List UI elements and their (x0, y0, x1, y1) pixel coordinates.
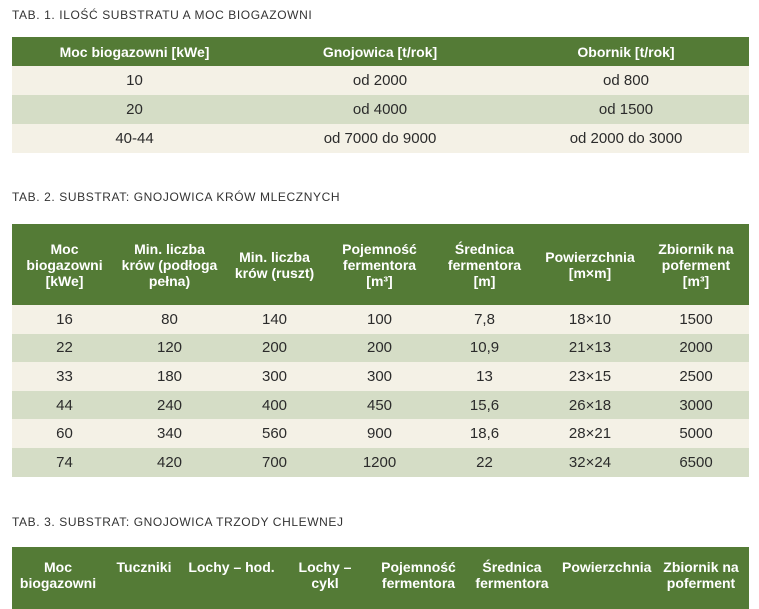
table-cell: 80 (117, 305, 222, 334)
table-cell: 26×18 (537, 391, 643, 420)
table-cell: 60 (12, 419, 117, 448)
table-cell: 200 (327, 334, 432, 363)
table-cell: 15,6 (432, 391, 537, 420)
table-row (12, 448, 749, 477)
table-cell: 300 (327, 362, 432, 391)
table-cell: od 7000 do 9000 (257, 124, 503, 153)
table-row (12, 66, 749, 95)
table-cell: 23×15 (537, 362, 643, 391)
column-header: Lochy – hod. (184, 547, 279, 609)
table-cell: 7,8 (432, 305, 537, 334)
table-cell: 28×21 (537, 419, 643, 448)
table-row (12, 362, 749, 391)
table-cell: 120 (117, 334, 222, 363)
column-header: Moc biogazowni [kWe] (12, 37, 257, 66)
table-cell: od 2000 do 3000 (503, 124, 749, 153)
table-cell: 10 (12, 66, 257, 95)
table-1-substrate-power (12, 37, 749, 153)
table-cell: 22 (432, 448, 537, 477)
column-header: Pojemność fermentora [m³] (327, 224, 432, 305)
column-header: Średnica fermentora [m] (432, 224, 537, 305)
table-2-caption: TAB. 2. SUBSTRAT: GNOJOWICA KRÓW MLECZNYCH (12, 190, 341, 204)
column-header: Moc biogazowni (12, 547, 104, 609)
table-cell: 900 (327, 419, 432, 448)
column-header: Moc biogazowni [kWe] (12, 224, 117, 305)
table-cell: 700 (222, 448, 327, 477)
table-header-row (12, 547, 749, 609)
table-cell: 44 (12, 391, 117, 420)
column-header: Średnica fermentora (466, 547, 558, 609)
table-3-pig-slurry (12, 547, 749, 609)
table-1-caption: TAB. 1. ILOŚĆ SUBSTRATU A MOC BIOGAZOWNI (12, 8, 313, 22)
column-header: Zbiornik na poferment (653, 547, 749, 609)
table-cell: 18×10 (537, 305, 643, 334)
table-cell: od 2000 (257, 66, 503, 95)
table-cell: 74 (12, 448, 117, 477)
table-cell: 400 (222, 391, 327, 420)
table-row (12, 334, 749, 363)
table-cell: 13 (432, 362, 537, 391)
table-row (12, 305, 749, 334)
table-cell: 2000 (643, 334, 749, 363)
table-row (12, 419, 749, 448)
table-cell: 6500 (643, 448, 749, 477)
table-cell: 5000 (643, 419, 749, 448)
column-header: Zbiornik na poferment [m³] (643, 224, 749, 305)
table-cell: 1200 (327, 448, 432, 477)
column-header: Tuczniki (104, 547, 184, 609)
column-header: Obornik [t/rok] (503, 37, 749, 66)
table-cell: od 1500 (503, 95, 749, 124)
table-cell: 340 (117, 419, 222, 448)
column-header: Powierzchnia (558, 547, 653, 609)
table-header-row (12, 37, 749, 66)
table-cell: 100 (327, 305, 432, 334)
table-cell: 16 (12, 305, 117, 334)
table-row (12, 95, 749, 124)
table-cell: 420 (117, 448, 222, 477)
table-cell: od 800 (503, 66, 749, 95)
table-cell: 2500 (643, 362, 749, 391)
table-cell: 180 (117, 362, 222, 391)
table-2-dairy-cow-slurry (12, 224, 749, 477)
table-cell: 300 (222, 362, 327, 391)
table-3-caption: TAB. 3. SUBSTRAT: GNOJOWICA TRZODY CHLEWNEJ (12, 515, 344, 529)
table-row (12, 124, 749, 153)
table-row (12, 391, 749, 420)
table-cell: 240 (117, 391, 222, 420)
table-cell: 200 (222, 334, 327, 363)
table-header-row (12, 224, 749, 305)
column-header: Lochy – cykl (279, 547, 371, 609)
table-cell: 33 (12, 362, 117, 391)
table-cell: 560 (222, 419, 327, 448)
table-cell: 140 (222, 305, 327, 334)
table-cell: 3000 (643, 391, 749, 420)
column-header: Min. liczba krów (podłoga pełna) (117, 224, 222, 305)
table-cell: 1500 (643, 305, 749, 334)
table-cell: 450 (327, 391, 432, 420)
column-header: Min. liczba krów (ruszt) (222, 224, 327, 305)
table-cell: 22 (12, 334, 117, 363)
table-cell: od 4000 (257, 95, 503, 124)
table-cell: 40-44 (12, 124, 257, 153)
table-cell: 18,6 (432, 419, 537, 448)
column-header: Pojemność fermentora (371, 547, 466, 609)
table-cell: 20 (12, 95, 257, 124)
table-cell: 32×24 (537, 448, 643, 477)
column-header: Gnojowica [t/rok] (257, 37, 503, 66)
table-cell: 21×13 (537, 334, 643, 363)
column-header: Powierzchnia [m×m] (537, 224, 643, 305)
table-cell: 10,9 (432, 334, 537, 363)
